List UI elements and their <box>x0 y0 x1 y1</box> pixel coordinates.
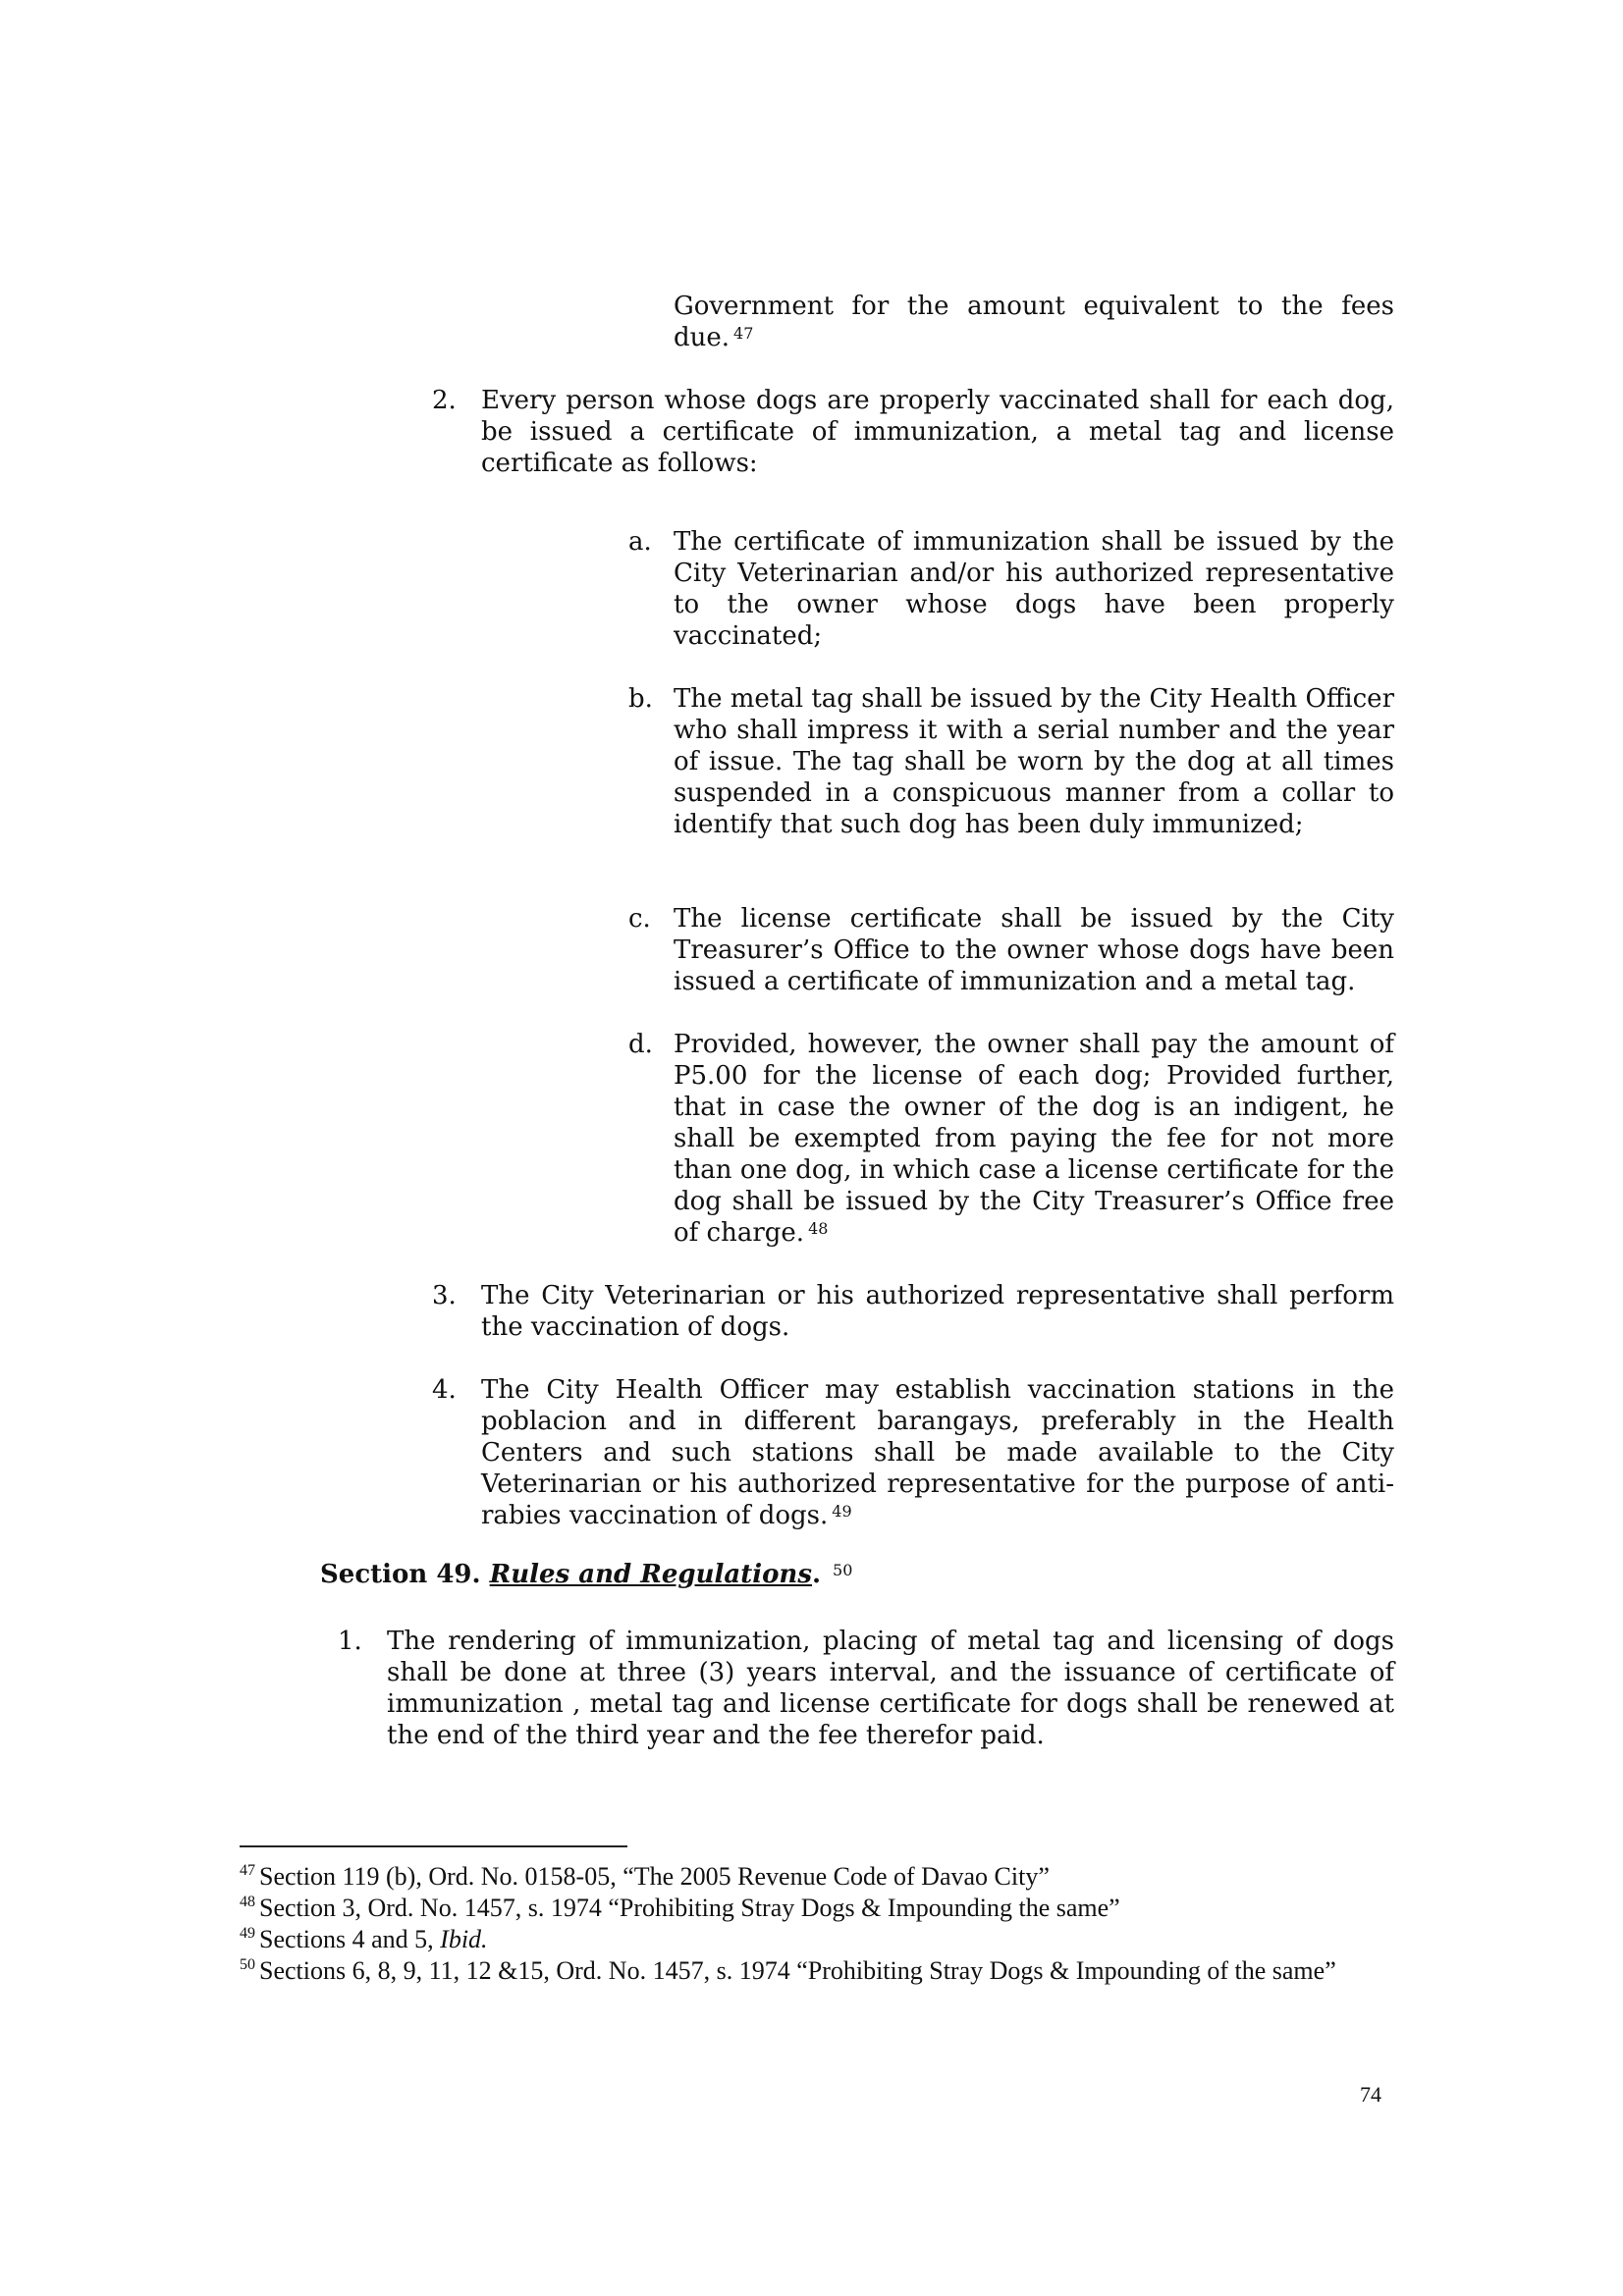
section-period: . <box>811 1560 822 1589</box>
list-item-4 <box>432 1374 1394 1531</box>
continuation-paragraph <box>674 291 1394 353</box>
section-title: Rules and Regulations <box>489 1560 812 1589</box>
list-number: 1. <box>338 1627 362 1656</box>
footnote-text: Section 3, Ord. No. 1457, s. 1974 “Prohibiting Stray Dogs & Impounding the same” <box>259 1894 1120 1922</box>
footnote-ref: 47 <box>733 324 754 343</box>
footnote-text: Section 119 (b), Ord. No. 0158-05, “The 2005 Revenue Code of Davao City” <box>259 1862 1050 1891</box>
footnote-48 <box>240 1893 1398 1924</box>
sub-item-letter: d. <box>628 1030 653 1059</box>
page-number: 74 <box>1360 2082 1381 2107</box>
sub-item-text: The metal tag shall be issued by the City Health Officer who shall impress it with a serial number and the year of issue. The tag shall be worn by the dog at all times suspended in a conspicuous manner from a collar to identify that such dog has been duly immunized; <box>674 684 1394 839</box>
footnote-text: Sections 6, 8, 9, 11, 12 &15, Ord. No. 1457, s. 1974 “Prohibiting Stray Dogs & Impounding of the same” <box>259 1956 1336 1985</box>
footnote-47 <box>240 1861 1398 1893</box>
sub-item-c <box>628 903 1394 997</box>
sub-item-letter: c. <box>628 904 651 934</box>
footnote-text: Sections 4 and 5, <box>259 1925 441 1953</box>
list-number: 4. <box>432 1375 457 1405</box>
continuation-text: Government for the amount equivalent to the fees due. <box>674 292 1394 352</box>
list-number: 2. <box>432 386 457 415</box>
sub-item-letter: b. <box>628 684 653 714</box>
footnote-ref: 50 <box>833 1561 853 1579</box>
footnote-number: 49 <box>240 1925 255 1942</box>
sub-item-b <box>628 683 1394 840</box>
list-item-text: Every person whose dogs are properly vaccinated shall for each dog, be issued a certificate of immunization, a metal tag and license certificate as follows: <box>481 386 1394 478</box>
footnote-50 <box>240 1955 1398 1987</box>
list-item-text: The rendering of immunization, placing of metal tag and licensing of dogs shall be done at three (3) years interval, and the issuance of certificate of immunization , metal tag and license certificate for dogs shall be renewed at the end of the third year and the fee therefor paid. <box>387 1627 1394 1750</box>
sub-item-text: The license certificate shall be issued by the City Treasurer’s Office to the owner whose dogs have been issued a certificate of immunization and a metal tag. <box>674 904 1394 996</box>
sub-item-letter: a. <box>628 527 652 557</box>
sub-item-a <box>628 526 1394 652</box>
list-item-3 <box>432 1280 1394 1343</box>
footnote-ref: 49 <box>832 1502 852 1521</box>
list-item-text: The City Health Officer may establish vaccination stations in the poblacion and in different barangays, preferably in the Health Centers and such stations shall be made available to the City Veterinarian or his authorized representative for the purpose of anti-rabies vaccination of dogs. $^{49}$ <box>481 1375 1394 1530</box>
footnote-number: 47 <box>240 1862 255 1879</box>
list-number: 3. <box>432 1281 457 1310</box>
footnote-italic: Ibid. <box>440 1925 488 1953</box>
sub-item-text: Provided, however, the owner shall pay the amount of P5.00 for the license of each dog; Provided further, that in case the owner of the dog is an indigent, he shall be exempted from paying the fee for not more than one dog, in which case a license certificate for the dog shall be issued by the City Treasurer’s Office free of charge. $^{48}$ <box>674 1030 1394 1248</box>
list-item-text: The City Veterinarian or his authorized representative shall perform the vaccination of dogs. <box>481 1281 1394 1342</box>
rule-item-1 <box>338 1626 1394 1751</box>
section-label: Section 49. <box>320 1560 481 1589</box>
section-heading <box>320 1559 852 1590</box>
list-item-2 <box>432 385 1394 479</box>
footnote-number: 48 <box>240 1894 255 1910</box>
footnote-separator <box>240 1845 627 1847</box>
sub-item-text: The certificate of immunization shall be issued by the City Veterinarian and/or his authorized representative to the owner whose dogs have been properly vaccinated; <box>674 527 1394 651</box>
sub-item-d <box>628 1029 1394 1249</box>
footnote-49 <box>240 1924 1398 1955</box>
footnote-number: 50 <box>240 1956 255 1973</box>
footnote-ref: 48 <box>808 1219 829 1238</box>
